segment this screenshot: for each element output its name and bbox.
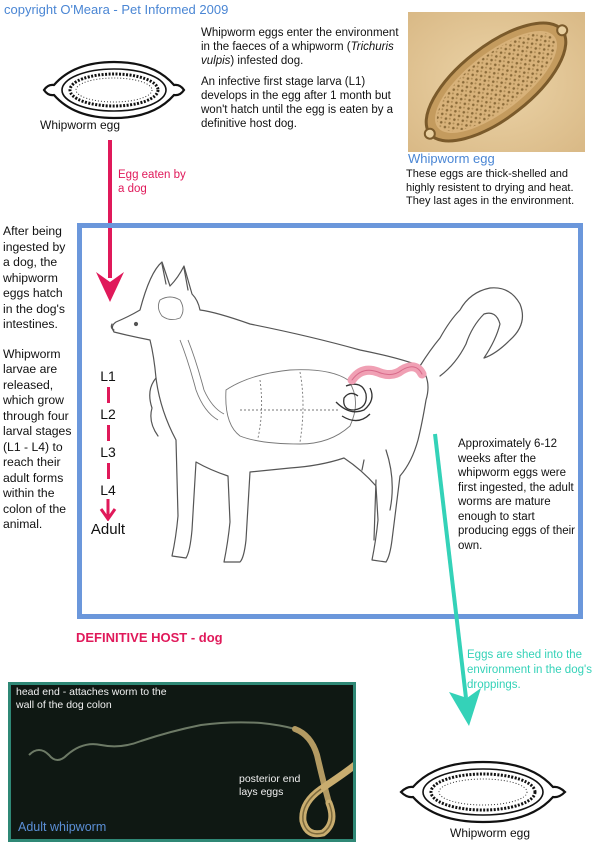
whipworm-egg-illustration-top: [38, 52, 190, 122]
intro-text: [201, 26, 401, 138]
stage-l3: L3: [100, 444, 116, 460]
egg-eaten-label: Egg eaten by a dog: [118, 169, 186, 195]
right-description: Approximately 6-12 weeks after the whipworm eggs were first ingested, the adult worms are mature enough to start producing eggs of their own.: [458, 438, 575, 552]
whipworm-egg-illustration-bottom: [395, 752, 571, 830]
intro-paragraph-2: An infective first stage larva (L1) develops in the egg after 1 month but won't hatch until the egg is eaten by a definitive host dog.: [201, 76, 394, 130]
stage-connector: [107, 425, 110, 441]
stage-connector: [107, 387, 110, 403]
left-description: [3, 224, 75, 547]
whipworm-egg-label-bottom: Whipworm egg: [450, 826, 531, 840]
eggs-shed-label: Eggs are shed into the environment in the dog's droppings.: [467, 649, 592, 691]
photo-egg-title: Whipworm egg: [408, 151, 495, 166]
stage-l2: L2: [100, 406, 116, 422]
definitive-host-label: DEFINITIVE HOST - dog: [76, 630, 223, 645]
whipworm-egg-photo: [408, 12, 585, 152]
posterior-end-label: posterior end lays eggs: [239, 773, 301, 798]
stage-adult: Adult: [90, 521, 126, 538]
larval-stages: [84, 367, 132, 539]
whipworm-egg-label-top: Whipworm egg: [40, 118, 121, 132]
intro-paragraph-1: Whipworm eggs enter the environment in the faeces of a whipworm (Trichuris vulpis) infested dog.: [201, 27, 399, 67]
left-description-paragraph-2: Whipworm larvae are released, which grow through four larval stages (L1 - L4) to reach their adult forms within the colon of the animal.: [3, 346, 72, 531]
adult-whipworm-title: Adult whipworm: [18, 820, 107, 834]
stage-l1: L1: [100, 368, 116, 384]
stage-l4: L4: [100, 482, 116, 498]
photo-egg-description: These eggs are thick-shelled and highly resistent to drying and heat. They last ages in the environment.: [406, 168, 575, 207]
copyright-text: copyright O'Meara - Pet Informed 2009: [4, 2, 229, 17]
stage-arrow: [84, 499, 132, 521]
head-end-label: head end - attaches worm to the wall of the dog colon: [16, 686, 167, 711]
left-description-paragraph-1: After being ingested by a dog, the whipworm eggs hatch in the dog's intestines.: [3, 224, 66, 331]
stage-connector: [107, 463, 110, 479]
